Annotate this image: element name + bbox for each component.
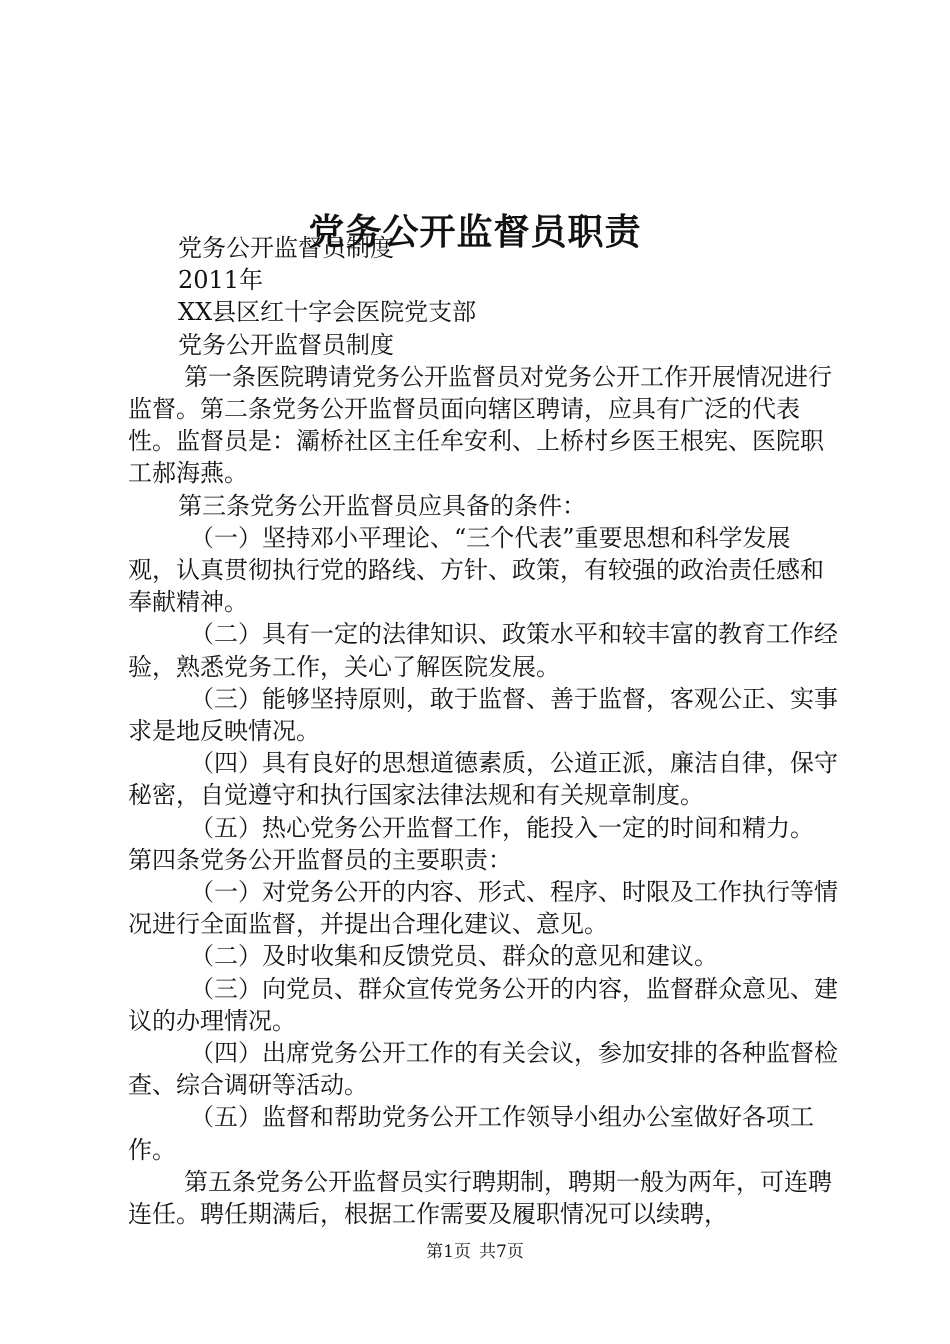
body-paragraph: XX县区红十字会医院党支部 — [178, 298, 477, 327]
body-paragraph: 第一条医院聘请党务公开监督员对党务公开工作开展情况进行监督。第二条党务公开监督员面向辖区聘请，应具有广泛的代表性。监督员是：灞桥社区主任牟安利、上桥村乡医王根宪、医院职工郝海燕。 — [128, 362, 832, 488]
body-paragraph: （三）向党员、群众宣传党务公开的内容，监督群众意见、建议的办理情况。 — [128, 974, 838, 1035]
page-footer — [0, 1240, 950, 1264]
page-total: 共7页 — [479, 1242, 524, 1262]
body-paragraph: （一）对党务公开的内容、形式、程序、时限及工作执行等情况进行全面监督，并提出合理化建议、意见。 — [128, 878, 838, 939]
body-paragraph: （二）及时收集和反馈党员、群众的意见和建议。 — [190, 942, 718, 971]
body-paragraph: （四）出席党务公开工作的有关会议，参加安排的各种监督检查、综合调研等活动。 — [128, 1039, 838, 1100]
document-body — [128, 232, 838, 1230]
body-paragraph: 第三条党务公开监督员应具备的条件： — [178, 491, 586, 520]
body-paragraph: （二）具有一定的法律知识、政策水平和较丰富的教育工作经验，熟悉党务工作，关心了解医院发展。 — [128, 620, 838, 681]
body-paragraph: （五）热心党务公开监督工作，能投入一定的时间和精力。 — [190, 813, 814, 842]
document-title: 党务公开监督员职责 — [308, 211, 642, 254]
body-paragraph: 第五条党务公开监督员实行聘期制，聘期一般为两年，可连聘连任。聘任期满后，根据工作需要及履职情况可以续聘， — [128, 1167, 832, 1229]
page-number: 第1页 — [426, 1242, 471, 1262]
body-paragraph: （四）具有良好的思想道德素质，公道正派，廉洁自律，保守秘密，自觉遵守和执行国家法律法规和有关规章制度。 — [128, 749, 838, 810]
body-paragraph: （三）能够坚持原则，敢于监督、善于监督，客观公正、实事求是地反映情况。 — [128, 684, 838, 746]
body-paragraph: 党务公开监督员制度 — [178, 330, 394, 359]
body-paragraph: 2011年 — [178, 266, 264, 295]
body-paragraph: 党务公开监督员制度 — [178, 234, 394, 262]
body-paragraph: 第四条党务公开监督员的主要职责： — [128, 845, 512, 874]
body-paragraph: （一）坚持邓小平理论、“三个代表”重要思想和科学发展观，认真贯彻执行党的路线、方针、政策，有较强的政治责任感和奉献精神。 — [128, 523, 824, 617]
body-paragraph: （五）监督和帮助党务公开工作领导小组办公室做好各项工作。 — [128, 1103, 814, 1164]
